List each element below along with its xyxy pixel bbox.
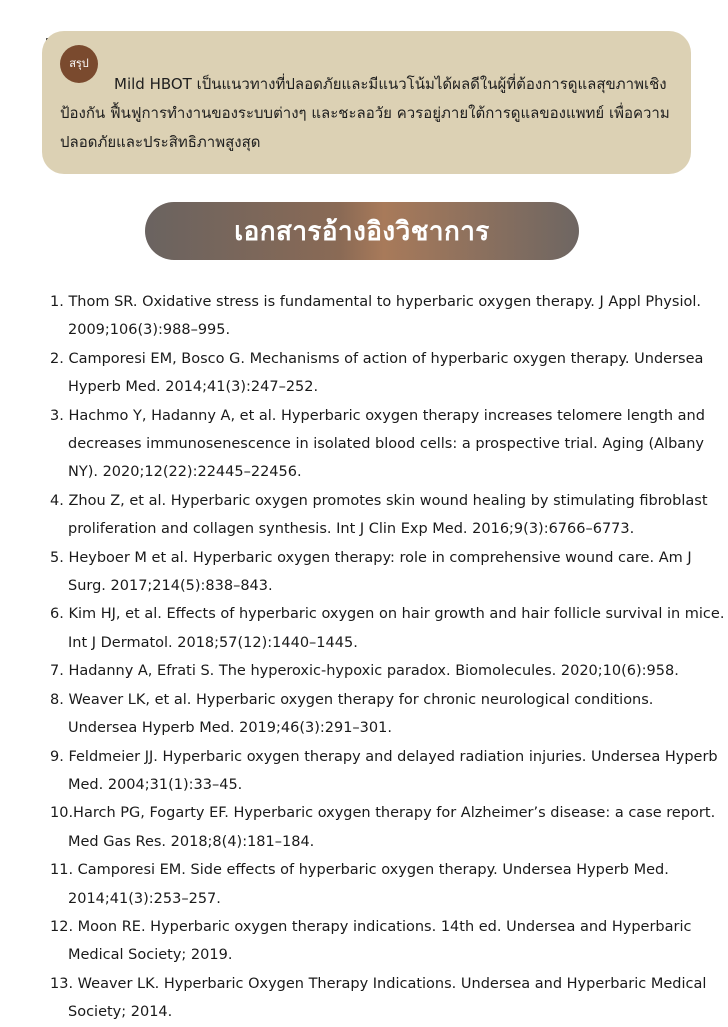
summary-body: Mild HBOT เป็นแนวทางที่ปลอดภัยและมีแนวโน้มได้ผลดีในผู้ที่ต้องการดูแลสุขภาพเชิงป้องกัน ฟื้นฟูการทำงานของระบบต่างๆ และชะลอวัย ควรอยู่ภายใต้การดูแลของแพทย์ เพื่อความปลอดภัยและประสิทธิภาพสูงสุด — [60, 75, 670, 151]
reference-item: 7. Hadanny A, Efrati S. The hyperoxic-hypoxic paradox. Biomolecules. 2020;10(6):958. — [50, 663, 679, 680]
reference-item: 6. Kim HJ, et al. Effects of hyperbaric oxygen on hair growth and hair follicle survival in mice. Int J Dermatol. 2018;57(12):1440–1445. — [50, 606, 725, 651]
reference-item: 5. Heyboer M et al. Hyperbaric oxygen therapy: role in comprehensive wound care. Am J Surg. 2017;214(5):838–843. — [50, 549, 692, 595]
reference-item: 11. Camporesi EM. Side effects of hyperbaric oxygen therapy. Undersea Hyperb Med. 2014;41(3):253–257. — [50, 862, 669, 907]
reference-item: 12. Moon RE. Hyperbaric oxygen therapy indications. 14th ed. Undersea and Hyperbaric Medical Society; 2019. — [50, 918, 692, 964]
reference-item: 3. Hachmo Y, Hadanny A, et al. Hyperbaric oxygen therapy increases telomere length and decreases immunosenescence in isolated blood cells: a prospective trial. Aging (Albany NY). 2020;12(22):22445–22456. — [50, 407, 705, 481]
summary-text — [60, 70, 678, 157]
reference-item: 4. Zhou Z, et al. Hyperbaric oxygen promotes skin wound healing by stimulating fibroblast proliferation and collagen synthesis. Int J Clin Exp Med. 2016;9(3):6766–6773. — [50, 492, 708, 538]
reference-item: 9. Feldmeier JJ. Hyperbaric oxygen therapy and delayed radiation injuries. Undersea Hyperb Med. 2004;31(1):33–45. — [50, 748, 718, 793]
reference-item: 10.Harch PG, Fogarty EF. Hyperbaric oxygen therapy for Alzheimer’s disease: a case report. Med Gas Res. 2018;8(4):181–184. — [50, 805, 716, 850]
summary-badge: สรุป — [60, 45, 98, 83]
reference-item: 1. Thom SR. Oxidative stress is fundamental to hyperbaric oxygen therapy. J Appl Physiol. 2009;106(3):988–995. — [50, 294, 701, 339]
section-title-pill — [145, 202, 579, 260]
reference-item: 13. Weaver LK. Hyperbaric Oxygen Therapy Indications. Undersea and Hyperbaric Medical Society; 2014. — [50, 975, 707, 1021]
reference-item: 2. Camporesi EM, Bosco G. Mechanisms of action of hyperbaric oxygen therapy. Undersea Hyperb Med. 2014;41(3):247–252. — [50, 350, 704, 396]
reference-item: 8. Weaver LK, et al. Hyperbaric oxygen therapy for chronic neurological conditions. Undersea Hyperb Med. 2019;46(3):291–301. — [50, 691, 654, 737]
section-title: เอกสารอ้างอิงวิชาการ — [234, 216, 490, 247]
reference-list — [50, 288, 726, 1027]
